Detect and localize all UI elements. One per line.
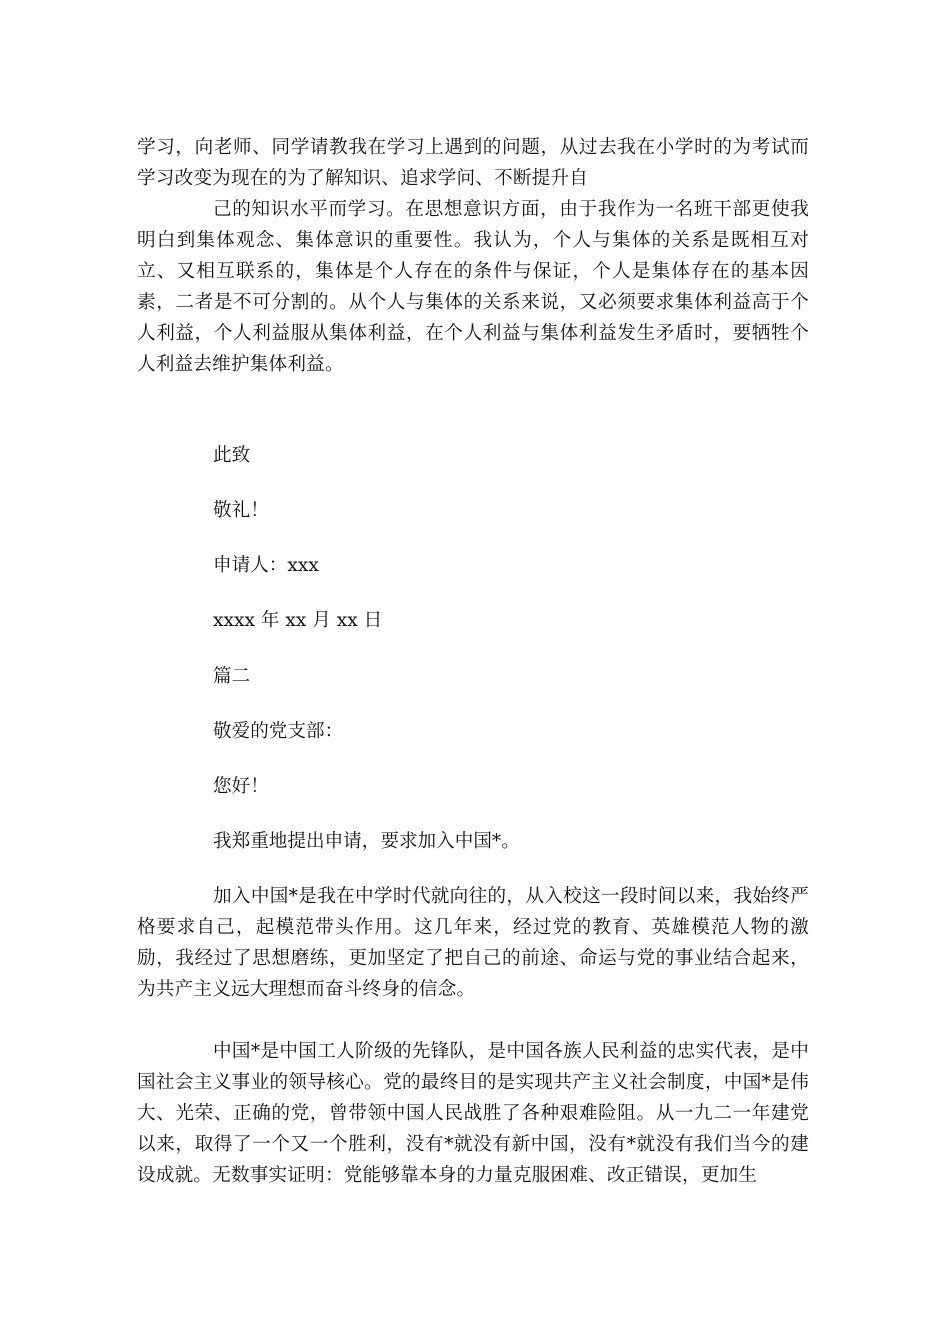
closing-line-2: 敬礼！	[213, 500, 269, 521]
paragraph-study-continued: 学习，向老师、同学请教我在学习上遇到的问题，从过去我在小学时的为考试而学习改变为现在的为了解知识、追求学问、不断提升自	[137, 137, 809, 189]
date-line: xxxx 年 xx 月 xx 日	[213, 610, 383, 631]
closing-line-1: 此致	[213, 445, 251, 466]
paragraph-party-description: 中国*是中国工人阶级的先锋队，是中国各族人民利益的忠实代表，是中国社会主义事业的领导核心。党的最终目的是实现共产主义社会制度，中国*是伟大、光荣、正确的党，曾带领中国人民战胜了各种艰难险阻。从一九二一年建党以来，取得了一个又一个胜利，没有*就没有新中国，没有*就没有我们当今的建设成就。无数事实证明：党能够靠本身的力量克服困难、改正错误，更加生	[137, 1041, 809, 1186]
application-statement: 我郑重地提出申请，要求加入中国*。	[213, 831, 520, 852]
paragraph-aspiration: 加入中国*是我在中学时代就向往的，从入校这一段时间以来，我始终严格要求自己，起模范带头作用。这几年来，经过党的教育、英雄模范人物的激励，我经过了思想磨练，更加坚定了把自己的前途、命运与党的事业结合起来，为共产主义远大理想而奋斗终身的信念。	[137, 886, 809, 1000]
section-title: 篇二	[213, 666, 251, 687]
greeting: 您好！	[213, 776, 269, 797]
applicant-signature: 申请人：xxx	[213, 555, 319, 576]
salutation: 敬爱的党支部：	[213, 721, 344, 742]
paragraph-collective-ideology: 己的知识水平而学习。在思想意识方面，由于我作为一名班干部更使我明白到集体观念、集体意识的重要性。我认为，个人与集体的关系是既相互对立、又相互联系的，集体是个人存在的条件与保证，个人是集体存在的基本因素，二者是不可分割的。从个人与集体的关系来说，又必须要求集体利益高于个人利益，个人利益服从集体利益，在个人利益与集体利益发生矛盾时，要牺牲个人利益去维护集体利益。	[137, 199, 809, 375]
